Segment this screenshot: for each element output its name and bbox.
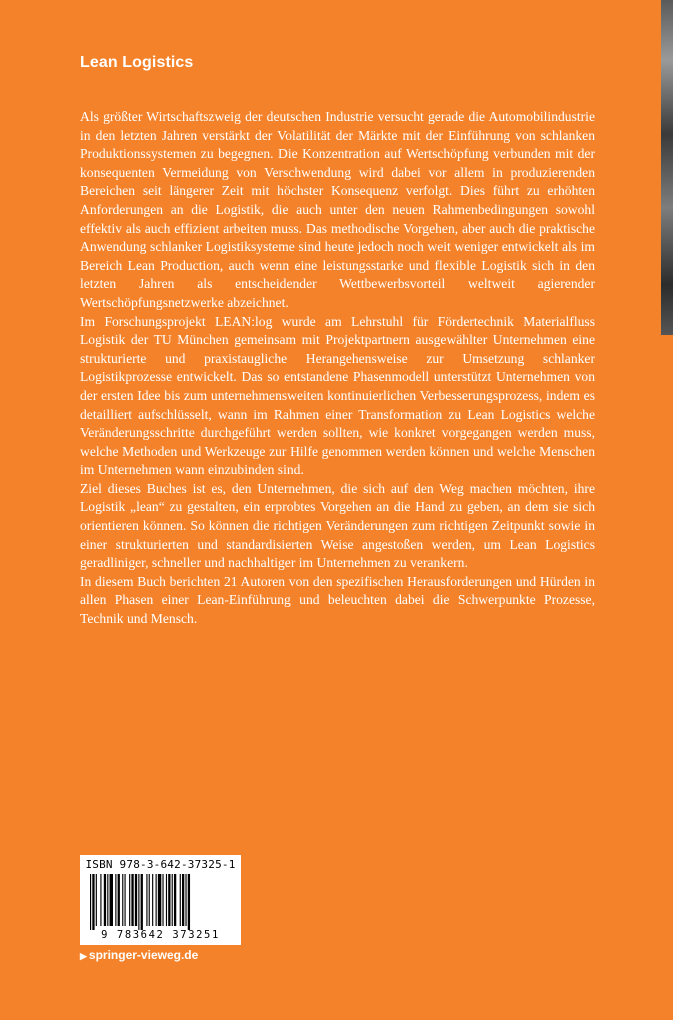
barcode-bar (131, 874, 133, 926)
barcode-bar (152, 874, 153, 926)
barcode-bar (115, 874, 116, 926)
barcode-bar (162, 874, 163, 926)
website-link[interactable]: springer-vieweg.de (88, 948, 199, 962)
publisher-website[interactable] (80, 948, 198, 962)
barcode-bar (100, 874, 101, 926)
barcode-bar (158, 874, 161, 926)
book-title: Lean Logistics (80, 54, 194, 71)
barcode-bar (172, 874, 173, 926)
barcode-bar (104, 874, 106, 926)
barcode-bar (96, 874, 97, 926)
barcode-bar (110, 874, 113, 926)
barcode-bar (168, 874, 170, 926)
barcode-digits: 9 783642 373251 (101, 929, 220, 941)
barcode-bar (146, 874, 147, 926)
blurb-paragraph-4: In diesem Buch berichten 21 Autoren von den spezifischen Herausforderungen und Hürden in allen Phasen einer Lean-Einführung und beleuchten dabei die Schwerpunkte Prozesse, Technik und Mensch. (80, 573, 595, 627)
barcode-bar (90, 874, 91, 930)
isbn-number: ISBN 978-3-642-37325-1 (85, 858, 236, 871)
barcode-bar (141, 874, 143, 930)
barcode-bar (166, 874, 167, 926)
barcode-bar (182, 874, 184, 926)
blurb (80, 108, 595, 629)
barcode-bar (125, 874, 126, 926)
barcode-bar (107, 874, 108, 926)
barcode (80, 855, 241, 945)
barcode-bar (174, 874, 176, 926)
cover-photo-edge (661, 0, 673, 335)
barcode-bar (180, 874, 181, 926)
barcode-bar (135, 874, 137, 926)
barcode-bar (118, 874, 120, 926)
barcode-bar (156, 874, 157, 926)
blurb-paragraph-1: Als größter Wirtschaftszweig der deutschen Industrie versucht gerade die Automobilindustrie in den letzten Jahren verstärkt der Volatilität der Märkte mit der Einführung von schlanken Produktionssystemen zu begegnen. Die Konzentration auf Wertschöpfung verbunden mit der konsequenten Vermeidung von Verschwendung wird dabei vor allem in produzierenden Bereichen seit längerer Zeit mit höchster Konsequenz verfolgt. Dies führt zu erhöhten Anforderungen an die Logistik, die auch unter den neuen Rahmenbedingungen sowohl effektiv als auch effizient arbeiten muss. Das methodische Vorgehen, aber auch die praktische Anwendung schlanker Logistiksysteme sind heute jedoch noch weit weniger entwickelt als im Bereich Lean Production, auch wenn eine leistungsstarke und flexible Logistik sich in den letzten Jahren als entscheidender Wettbewerbsvorteil weltweit agierender Wertschöpfungsnetzwerke abzeichnet. (80, 109, 595, 310)
arrow-right-icon: ▶ (80, 951, 87, 961)
barcode-bar (122, 874, 123, 926)
barcode-bar (92, 874, 94, 930)
barcode-bar (188, 874, 190, 930)
barcode-bar (185, 874, 186, 926)
barcode-bar (129, 874, 130, 926)
blurb-paragraph-2: Im Forschungsprojekt LEAN:log wurde am Lehrstuhl für Fördertechnik Materialfluss Logistik der TU München gemeinsam mit Projektpartnern ausgewählter Unternehmen eine strukturierte und praxistaugliche Herangehensweise zur Umsetzung schlanker Logistikprozesse entwickelt. Das so entstandene Phasenmodell unterstützt Unternehmen von der ersten Idee bis zum unternehmensweiten kontinuierlichen Verbesserungsprozess, indem es detailliert aufschlüsselt, wann im Rahmen einer Transformation zu Lean Logistics welche Veränderungsschritte durchgeführt werden sollten, wie konkret vorgegangen werden muss, welche Methoden und Werkzeuge zur Hilfe genommen werden können und welche Menschen im Unternehmen wann einzubinden sind. (80, 313, 595, 478)
barcode-bar (149, 874, 150, 926)
barcode-bars (86, 874, 235, 930)
blurb-paragraph-3: Ziel dieses Buches ist es, den Unternehmen, die sich auf den Weg machen möchten, ihre Logistik „lean“ zu gestalten, ein erprobtes Vorgehen an die Hand zu geben, an dem sie sich orientieren können. So können die richtigen Veränderungen zum richtigen Zeitpunkt sowie in einer strukturierten und standardisierten Weise angestoßen werden, um Lean Logistics geradliniger, schneller und nachhaltiger im Unternehmen zu verankern. (80, 480, 595, 571)
barcode-bar (138, 874, 139, 930)
